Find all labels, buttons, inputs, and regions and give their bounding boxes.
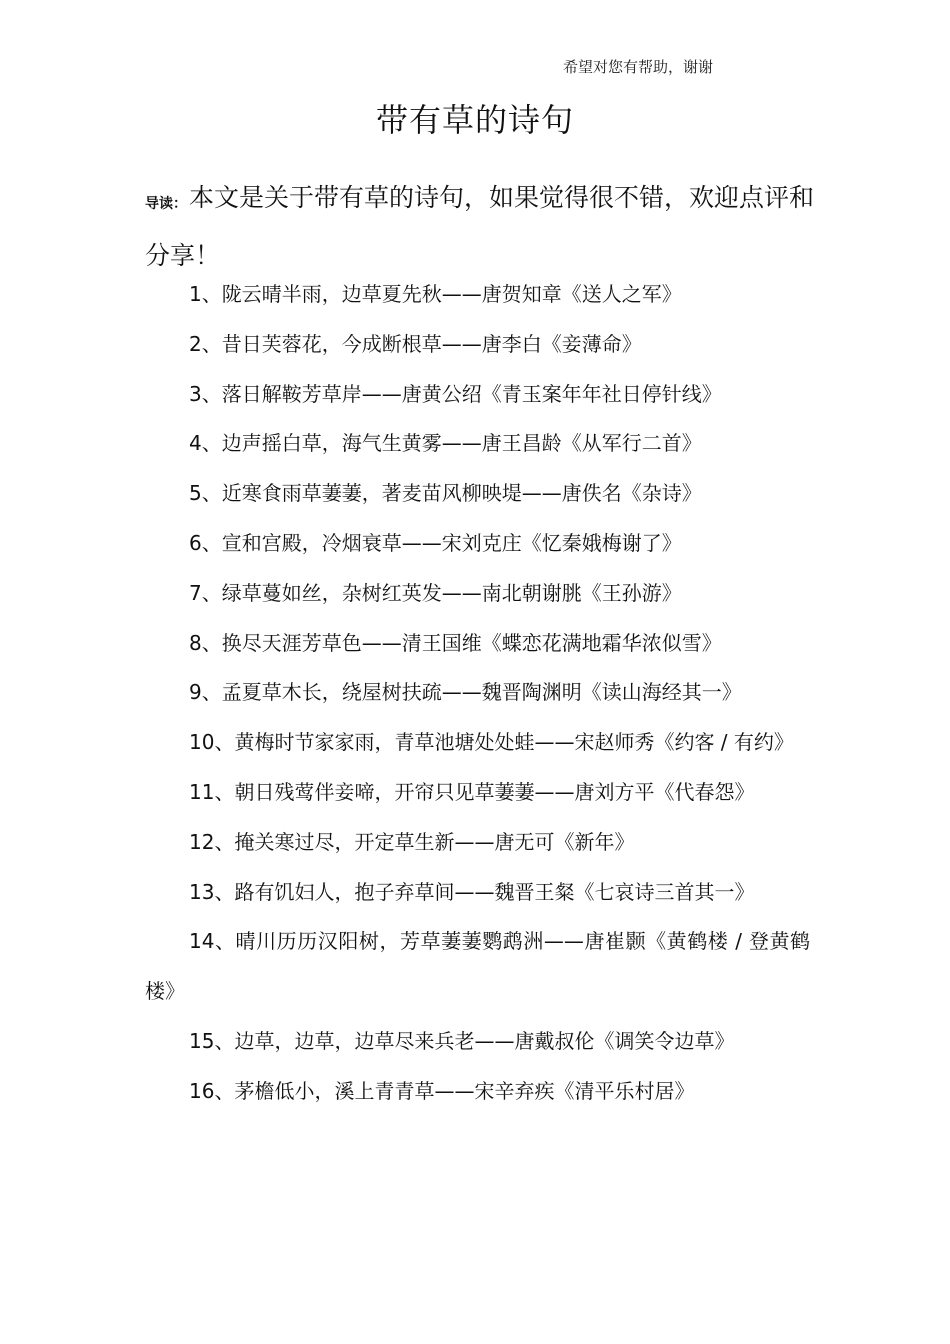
intro-text: 本文是关于带有草的诗句，如果觉得很不错，欢迎点评和分享！ <box>145 183 815 270</box>
poem-item-16: 16、茅檐低小，溪上青青草——宋辛弃疾《清平乐村居》 <box>189 1078 695 1103</box>
poem-item-9: 9、孟夏草木长，绕屋树扶疏——魏晋陶渊明《读山海经其一》 <box>189 680 742 705</box>
poem-item-12: 12、掩关寒过尽，开定草生新——唐无可《新年》 <box>189 829 635 854</box>
poem-item-3: 3、落日解鞍芳草岸——唐黄公绍《青玉案年年社日停针线》 <box>189 381 722 406</box>
poem-item-6: 6、宣和宫殿，冷烟衰草——宋刘克庄《忆秦娥梅谢了》 <box>189 530 682 555</box>
header-note: 希望对您有帮助，谢谢 <box>563 58 714 76</box>
poem-item-8: 8、换尽天涯芳草色——清王国维《蝶恋花满地霜华浓似雪》 <box>189 630 722 655</box>
poem-item-7: 7、绿草蔓如丝，杂树红英发——南北朝谢朓《王孙游》 <box>189 580 682 605</box>
page-title: 带有草的诗句 <box>375 101 574 139</box>
poem-item-11: 11、朝日残莺伴妾啼，开帘只见草萋萋——唐刘方平《代春怨》 <box>189 779 755 804</box>
poem-item-15: 15、边草，边草，边草尽来兵老——唐戴叔伦《调笑令边草》 <box>189 1028 735 1053</box>
poem-list <box>145 270 810 1117</box>
poem-item-5: 5、近寒食雨草萋萋，著麦苗风柳映堤——唐佚名《杂诗》 <box>189 481 702 506</box>
poem-item-10: 10、黄梅时节家家雨，青草池塘处处蛙——宋赵师秀《约客 / 有约》 <box>189 730 794 755</box>
poem-item-2: 2、昔日芙蓉花，今成断根草——唐李白《妾薄命》 <box>189 331 642 356</box>
intro-label: 导读： <box>145 196 187 212</box>
poem-item-14: 14、晴川历历汉阳树，芳草萋萋鹦鹉洲——唐崔颢《黄鹤楼 / 登黄鹤楼》 <box>145 929 810 1004</box>
intro-paragraph <box>145 172 815 282</box>
poem-item-13: 13、路有饥妇人，抱子弃草间——魏晋王粲《七哀诗三首其一》 <box>189 879 755 904</box>
poem-item-4: 4、边声摇白草，海气生黄雾——唐王昌龄《从军行二首》 <box>189 431 702 456</box>
poem-item-1: 1、陇云晴半雨，边草夏先秋——唐贺知章《送人之军》 <box>189 282 682 306</box>
